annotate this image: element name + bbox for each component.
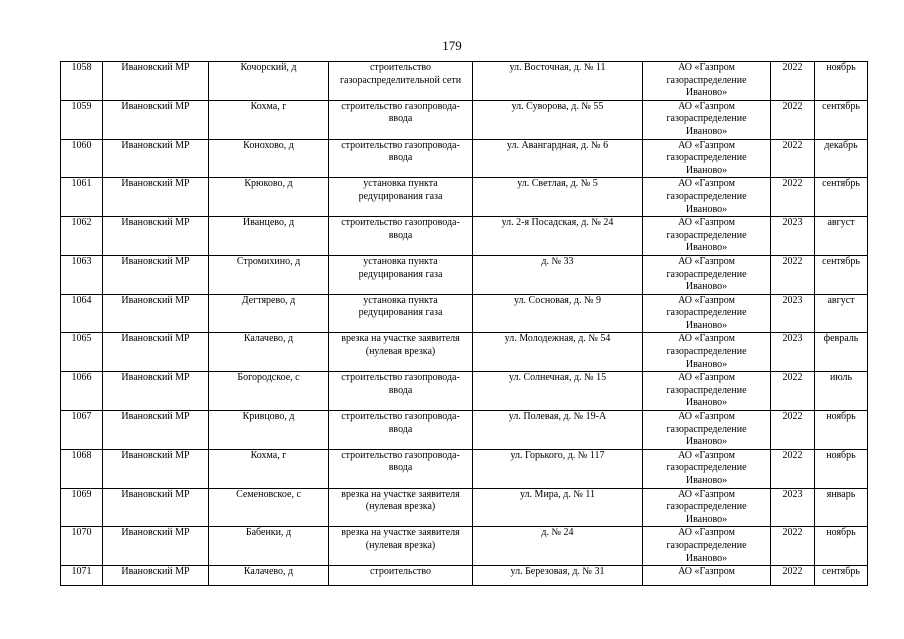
address-cell: ул. Березовая, д. № 31 xyxy=(473,566,643,586)
organization-cell: АО «Газпром газораспределение Иваново» xyxy=(643,527,771,566)
row-number-cell: 1066 xyxy=(61,372,103,411)
work-type-cell: установка пункта редуцирования газа xyxy=(329,255,473,294)
table-row xyxy=(61,100,868,139)
organization-cell: АО «Газпром газораспределение Иваново» xyxy=(643,139,771,178)
district-cell: Ивановский МР xyxy=(103,100,209,139)
table-body xyxy=(61,62,868,586)
year-cell: 2022 xyxy=(771,255,815,294)
table-row xyxy=(61,488,868,527)
month-cell: январь xyxy=(815,488,868,527)
month-cell: ноябрь xyxy=(815,411,868,450)
year-cell: 2022 xyxy=(771,449,815,488)
organization-cell: АО «Газпром газораспределение Иваново» xyxy=(643,255,771,294)
month-cell: ноябрь xyxy=(815,527,868,566)
organization-cell: АО «Газпром газораспределение Иваново» xyxy=(643,449,771,488)
district-cell: Ивановский МР xyxy=(103,449,209,488)
month-cell: декабрь xyxy=(815,139,868,178)
address-cell: ул. Суворова, д. № 55 xyxy=(473,100,643,139)
address-cell: ул. Сосновая, д. № 9 xyxy=(473,294,643,333)
table-row xyxy=(61,178,868,217)
organization-cell: АО «Газпром xyxy=(643,566,771,586)
month-cell: сентябрь xyxy=(815,566,868,586)
locality-cell: Конохово, д xyxy=(209,139,329,178)
locality-cell: Калачево, д xyxy=(209,566,329,586)
address-cell: ул. Горького, д. № 117 xyxy=(473,449,643,488)
address-cell: д. № 33 xyxy=(473,255,643,294)
work-type-cell: врезка на участке заявителя (нулевая врезка) xyxy=(329,527,473,566)
address-cell: ул. Молодежная, д. № 54 xyxy=(473,333,643,372)
locality-cell: Кочорский, д xyxy=(209,62,329,101)
work-type-cell: строительство газопровода-ввода xyxy=(329,139,473,178)
month-cell: сентябрь xyxy=(815,100,868,139)
organization-cell: АО «Газпром газораспределение Иваново» xyxy=(643,333,771,372)
district-cell: Ивановский МР xyxy=(103,62,209,101)
year-cell: 2022 xyxy=(771,372,815,411)
locality-cell: Кохма, г xyxy=(209,100,329,139)
year-cell: 2022 xyxy=(771,100,815,139)
month-cell: август xyxy=(815,294,868,333)
district-cell: Ивановский МР xyxy=(103,178,209,217)
district-cell: Ивановский МР xyxy=(103,255,209,294)
district-cell: Ивановский МР xyxy=(103,333,209,372)
table-row xyxy=(61,527,868,566)
district-cell: Ивановский МР xyxy=(103,139,209,178)
row-number-cell: 1063 xyxy=(61,255,103,294)
district-cell: Ивановский МР xyxy=(103,411,209,450)
gas-connection-table xyxy=(60,61,868,586)
row-number-cell: 1062 xyxy=(61,217,103,256)
year-cell: 2022 xyxy=(771,527,815,566)
work-type-cell: строительство газораспределительной сети xyxy=(329,62,473,101)
table-row xyxy=(61,217,868,256)
month-cell: февраль xyxy=(815,333,868,372)
year-cell: 2023 xyxy=(771,333,815,372)
row-number-cell: 1069 xyxy=(61,488,103,527)
locality-cell: Крюково, д xyxy=(209,178,329,217)
row-number-cell: 1058 xyxy=(61,62,103,101)
row-number-cell: 1059 xyxy=(61,100,103,139)
year-cell: 2023 xyxy=(771,488,815,527)
table-row xyxy=(61,372,868,411)
work-type-cell: установка пункта редуцирования газа xyxy=(329,294,473,333)
district-cell: Ивановский МР xyxy=(103,488,209,527)
district-cell: Ивановский МР xyxy=(103,527,209,566)
address-cell: ул. Мира, д. № 11 xyxy=(473,488,643,527)
year-cell: 2022 xyxy=(771,411,815,450)
district-cell: Ивановский МР xyxy=(103,294,209,333)
table-row xyxy=(61,411,868,450)
table-row xyxy=(61,449,868,488)
month-cell: ноябрь xyxy=(815,449,868,488)
month-cell: сентябрь xyxy=(815,178,868,217)
organization-cell: АО «Газпром газораспределение Иваново» xyxy=(643,411,771,450)
address-cell: д. № 24 xyxy=(473,527,643,566)
row-number-cell: 1068 xyxy=(61,449,103,488)
work-type-cell: строительство газопровода-ввода xyxy=(329,449,473,488)
locality-cell: Кривцово, д xyxy=(209,411,329,450)
locality-cell: Бабенки, д xyxy=(209,527,329,566)
locality-cell: Дегтярево, д xyxy=(209,294,329,333)
month-cell: июль xyxy=(815,372,868,411)
address-cell: ул. Восточная, д. № 11 xyxy=(473,62,643,101)
address-cell: ул. Авангардная, д. № 6 xyxy=(473,139,643,178)
year-cell: 2023 xyxy=(771,294,815,333)
month-cell: ноябрь xyxy=(815,62,868,101)
district-cell: Ивановский МР xyxy=(103,217,209,256)
page-number: 179 xyxy=(442,38,462,53)
work-type-cell: врезка на участке заявителя (нулевая врезка) xyxy=(329,333,473,372)
locality-cell: Калачево, д xyxy=(209,333,329,372)
organization-cell: АО «Газпром газораспределение Иваново» xyxy=(643,178,771,217)
locality-cell: Кохма, г xyxy=(209,449,329,488)
address-cell: ул. Солнечная, д. № 15 xyxy=(473,372,643,411)
organization-cell: АО «Газпром газораспределение Иваново» xyxy=(643,488,771,527)
year-cell: 2022 xyxy=(771,566,815,586)
organization-cell: АО «Газпром газораспределение Иваново» xyxy=(643,217,771,256)
address-cell: ул. Светлая, д. № 5 xyxy=(473,178,643,217)
row-number-cell: 1067 xyxy=(61,411,103,450)
row-number-cell: 1065 xyxy=(61,333,103,372)
locality-cell: Богородское, с xyxy=(209,372,329,411)
locality-cell: Стромихино, д xyxy=(209,255,329,294)
locality-cell: Иванцево, д xyxy=(209,217,329,256)
work-type-cell: строительство xyxy=(329,566,473,586)
year-cell: 2022 xyxy=(771,139,815,178)
work-type-cell: строительство газопровода-ввода xyxy=(329,372,473,411)
work-type-cell: строительство газопровода-ввода xyxy=(329,411,473,450)
work-type-cell: врезка на участке заявителя (нулевая врезка) xyxy=(329,488,473,527)
row-number-cell: 1061 xyxy=(61,178,103,217)
row-number-cell: 1071 xyxy=(61,566,103,586)
organization-cell: АО «Газпром газораспределение Иваново» xyxy=(643,62,771,101)
work-type-cell: строительство газопровода-ввода xyxy=(329,217,473,256)
year-cell: 2022 xyxy=(771,178,815,217)
year-cell: 2023 xyxy=(771,217,815,256)
row-number-cell: 1064 xyxy=(61,294,103,333)
row-number-cell: 1060 xyxy=(61,139,103,178)
district-cell: Ивановский МР xyxy=(103,566,209,586)
table-row xyxy=(61,294,868,333)
table-row xyxy=(61,62,868,101)
address-cell: ул. 2-я Посадская, д. № 24 xyxy=(473,217,643,256)
table-row xyxy=(61,333,868,372)
year-cell: 2022 xyxy=(771,62,815,101)
locality-cell: Семеновское, с xyxy=(209,488,329,527)
table-row xyxy=(61,255,868,294)
district-cell: Ивановский МР xyxy=(103,372,209,411)
organization-cell: АО «Газпром газораспределение Иваново» xyxy=(643,372,771,411)
month-cell: сентябрь xyxy=(815,255,868,294)
work-type-cell: строительство газопровода-ввода xyxy=(329,100,473,139)
organization-cell: АО «Газпром газораспределение Иваново» xyxy=(643,294,771,333)
month-cell: август xyxy=(815,217,868,256)
address-cell: ул. Полевая, д. № 19-А xyxy=(473,411,643,450)
work-type-cell: установка пункта редуцирования газа xyxy=(329,178,473,217)
organization-cell: АО «Газпром газораспределение Иваново» xyxy=(643,100,771,139)
table-row xyxy=(61,139,868,178)
row-number-cell: 1070 xyxy=(61,527,103,566)
table-row xyxy=(61,566,868,586)
